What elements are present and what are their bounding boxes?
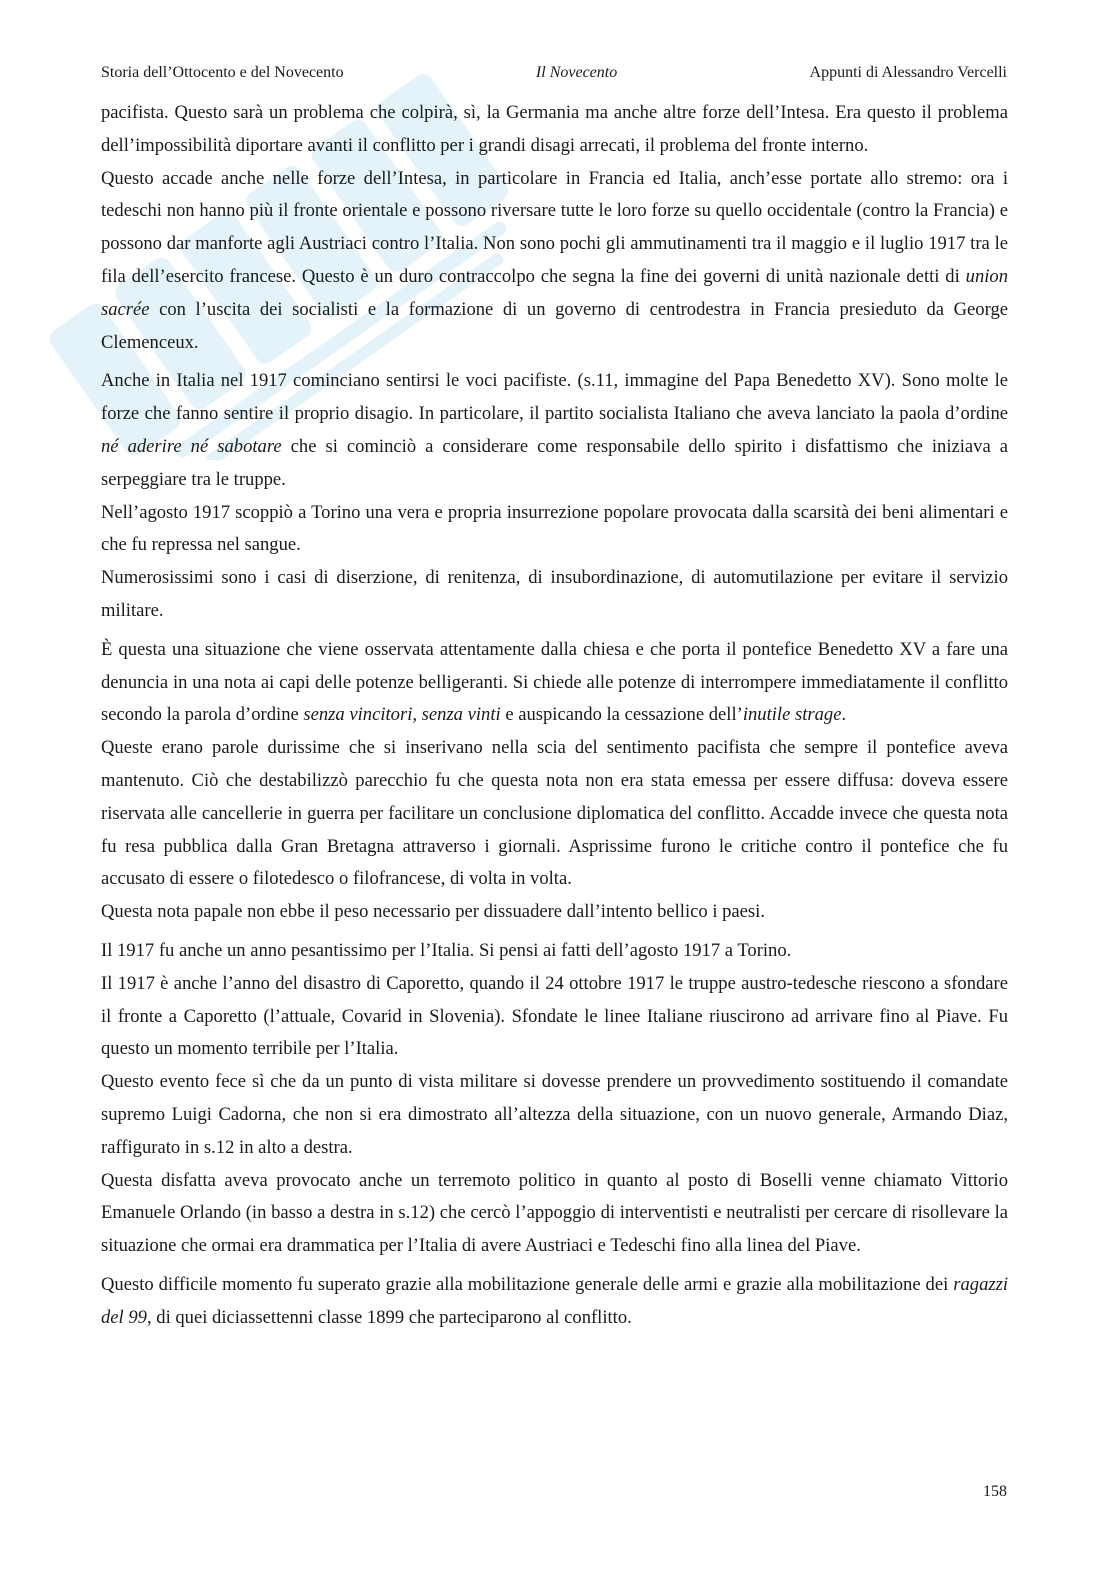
text-run: , di quei diciassettenni classe 1899 che parteciparono al conflitto. [146, 1306, 632, 1328]
text-run: e auspicando la cessazione dell’ [500, 704, 743, 726]
text-run: con l’uscita dei socialisti e la formazione di un governo di centrodestra in Francia presieduto da George Clemenceux. [101, 298, 1008, 353]
header-section-title: Il Novecento [535, 64, 618, 81]
text-run: pacifista. Questo sarà un problema che colpirà, sì, la Germania ma anche altre forze dell’Intesa. Era questo il problema dell’impossibilità diportare avanti il conflitto per i grandi disagi arrecati, il problema del fronte interno. [101, 102, 1008, 156]
text-run: . [841, 704, 847, 726]
text-run: Anche in Italia nel 1917 cominciano sentirsi le voci pacifiste. (s.11, immagine del Papa Benedetto XV). Sono molte le forze che fanno sentire il proprio disagio. In particolare, il partito socialista Italiano che aveva lanciato la paola d’ordine [101, 370, 1008, 425]
paragraph-p10 [101, 968, 1008, 1066]
italic-phrase: ragazzi del 99 [101, 1273, 1008, 1328]
paragraph-p9 [101, 935, 1008, 968]
text-run: Questo accade anche nelle forze dell’Intesa, in particolare in Francia ed Italia, anch’esse portate allo stremo: ora i tedeschi non hanno più il fronte orientale e possono riversare tutte le loro forze su quello occidentale (contro la Francia) e possono dar manforte agli Austriaci contro l’Italia. Non sono pochi gli ammutinamenti tra il maggio e il luglio 1917 tra le fila dell’esercito francese. Questo è un duro contraccolpo che segna la fine dei governi di unità nazionale detti di [101, 167, 1008, 287]
paragraph-p1 [101, 97, 1008, 163]
text-run: Queste erano parole durissime che si inserivano nella scia del sentimento pacifista che sempre il pontefice aveva mantenuto. Ciò che destabilizzò parecchio fu che questa nota non era stata emessa per essere diffusa: doveva essere riservata alle cancellerie in guerra per facilitare un conclusione diplomatica del conflitto. Accadde invece che questa nota fu resa pubblica dalla Gran Bretagna attraverso i giornali. Asprissime furono le critiche contro il pontefice che fu accusato di essere o filotedesco o filofrancese, di volta in volta. [101, 737, 1008, 890]
text-run: Il 1917 fu anche un anno pesantissimo per l’Italia. Si pensi ai fatti dell’agosto 1917 a Torino. [101, 939, 792, 961]
paragraph-p11 [101, 1066, 1008, 1164]
italic-phrase: union sacrée [101, 265, 1008, 320]
header-course-title: Storia dell’Ottocento e del Novecento [101, 64, 344, 81]
paragraph-p3 [101, 365, 1008, 496]
text-run: Il 1917 è anche l’anno del disastro di Caporetto, quando il 24 ottobre 1917 le truppe austro-tedesche riescono a sfondare il fronte a Caporetto (l’attuale, Covarid in Slovenia). Sfondate le linee Italiane riuscirono ad arrivare fino al Piave. Fu questo un momento terribile per l’Italia. [101, 972, 1008, 1060]
header-author: Appunti di Alessandro Vercelli [809, 64, 1007, 81]
paragraph-p8 [101, 896, 1008, 929]
text-run: che si cominciò a considerare come responsabile dello spirito i disfattismo che iniziava a serpeggiare tra le truppe. [101, 435, 1008, 490]
paragraph-p5 [101, 562, 1008, 628]
paragraph-p13 [101, 1269, 1008, 1335]
italic-phrase: inutile strage [742, 704, 842, 726]
page-header [101, 64, 1007, 88]
page-number: 158 [983, 1483, 1007, 1500]
paragraph-p12 [101, 1165, 1008, 1263]
paragraph-p2 [101, 163, 1008, 360]
body-text [101, 97, 1008, 1334]
text-run: Nell’agosto 1917 scoppiò a Torino una vera e propria insurrezione popolare provocata dalla scarsità dei beni alimentari e che fu repressa nel sangue. [101, 501, 1008, 556]
text-run: Questa nota papale non ebbe il peso necessario per dissuadere dall’intento bellico i paesi. [101, 901, 765, 923]
italic-phrase: senza vincitori, senza vinti [303, 704, 501, 726]
text-run: Questo difficile momento fu superato grazie alla mobilitazione generale delle armi e grazie alla mobilitazione dei [101, 1273, 954, 1295]
paragraph-p4 [101, 497, 1008, 563]
paragraph-p7 [101, 732, 1008, 896]
italic-phrase: né aderire né sabotare [101, 435, 282, 457]
text-run: È questa una situazione che viene osservata attentamente dalla chiesa e che porta il pontefice Benedetto XV a fare una denuncia in una nota ai capi delle potenze belligeranti. Si chiede alle potenze di interrompere immediatamente il conflitto secondo la parola d’ordine [101, 638, 1008, 726]
text-run: Questa disfatta aveva provocato anche un terremoto politico in quanto al posto di Boselli venne chiamato Vittorio Emanuele Orlando (in basso a destra in s.12) che cercò l’appoggio di interventisti e neutralisti per cercare di risollevare la situazione che ormai era drammatica per l’Italia di avere Austriaci e Tedeschi fino alla linea del Piave. [101, 1169, 1008, 1257]
paragraph-p6 [101, 634, 1008, 732]
text-run: Numerosissimi sono i casi di diserzione, di renitenza, di insubordinazione, di automutilazione per evitare il servizio militare. [101, 567, 1008, 621]
text-run: Questo evento fece sì che da un punto di vista militare si dovesse prendere un provvedimento sostituendo il comandate supremo Luigi Cadorna, che non si era dimostrato all’altezza della situazione, con un nuovo generale, Armando Diaz, raffigurato in s.12 in alto a destra. [101, 1071, 1008, 1158]
